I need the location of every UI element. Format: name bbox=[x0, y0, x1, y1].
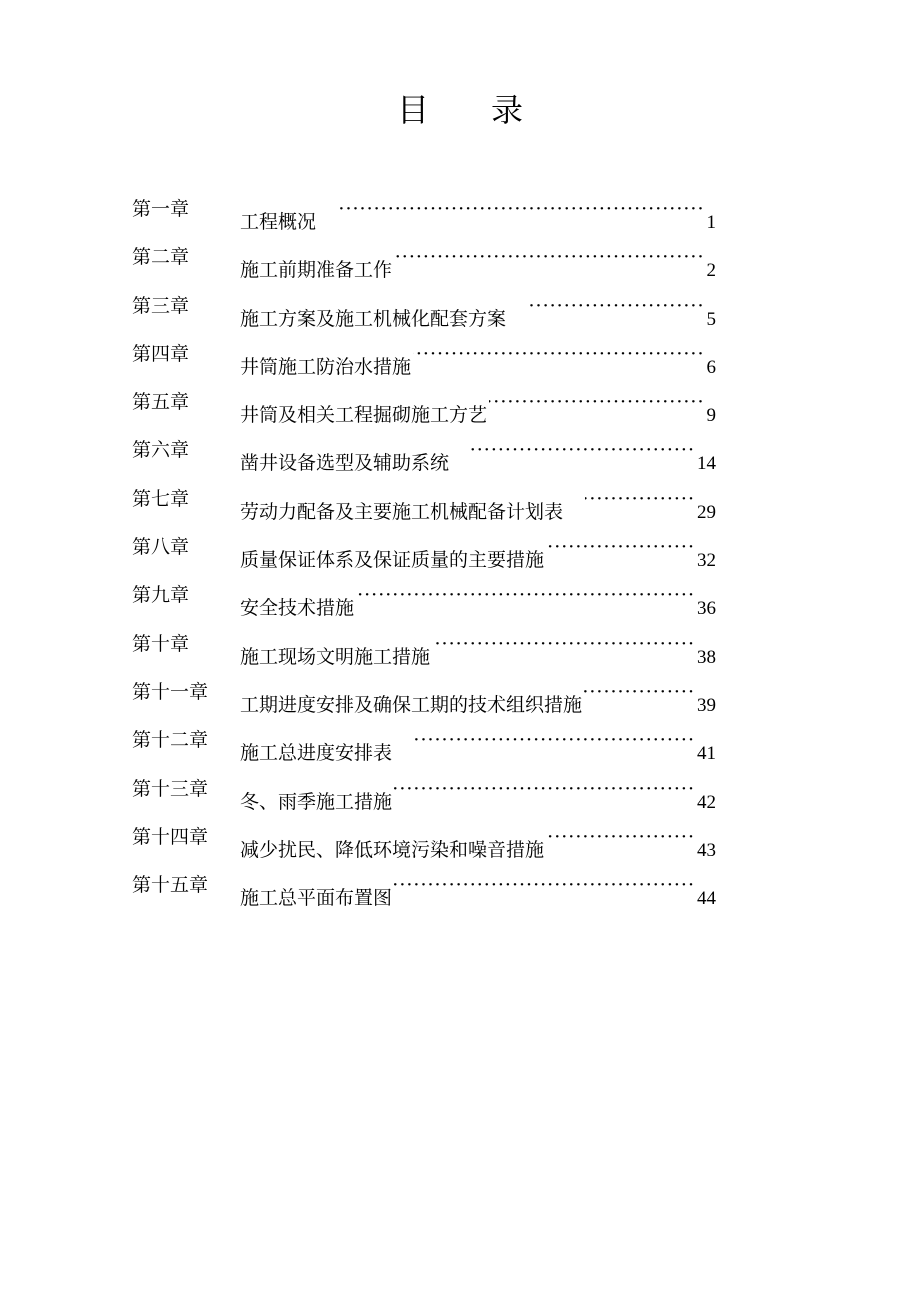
toc-page-number: 39 bbox=[697, 694, 716, 716]
toc-chapter-label: 第八章 bbox=[132, 536, 190, 559]
toc-chapter-label: 第五章 bbox=[132, 391, 190, 414]
toc-row[interactable] bbox=[132, 818, 716, 866]
toc-dot-leader bbox=[471, 431, 695, 469]
toc-row[interactable] bbox=[132, 528, 716, 576]
title-char-2: 录 bbox=[491, 91, 524, 129]
toc-entry-title: 减少扰民、降低环境污染和噪音措施 bbox=[240, 838, 545, 861]
toc-dot-leader bbox=[356, 576, 695, 614]
toc-chapter-label: 第十四章 bbox=[132, 825, 209, 848]
toc-row[interactable] bbox=[132, 190, 716, 238]
toc-page-number: 6 bbox=[706, 356, 716, 378]
toc-entry-title: 井筒施工防治水措施 bbox=[240, 355, 412, 378]
toc-dot-leader bbox=[394, 238, 704, 276]
toc-chapter-label: 第十五章 bbox=[132, 874, 209, 897]
toc-page-number: 38 bbox=[697, 646, 716, 668]
toc-entry-title: 凿井设备选型及辅助系统 bbox=[240, 452, 450, 475]
toc-entry-title: 施工总进度安排表 bbox=[240, 742, 393, 765]
toc-chapter-label: 第十三章 bbox=[132, 777, 209, 800]
toc-dot-leader bbox=[528, 287, 704, 325]
toc-row[interactable] bbox=[132, 576, 716, 624]
toc-chapter-label: 第一章 bbox=[132, 198, 190, 220]
toc-page-number: 2 bbox=[706, 260, 716, 282]
toc-entry-title: 安全技术措施 bbox=[240, 597, 355, 620]
toc-dot-leader bbox=[585, 480, 695, 518]
toc-dot-leader bbox=[394, 770, 695, 808]
toc-chapter-label: 第七章 bbox=[132, 487, 190, 510]
toc-row[interactable] bbox=[132, 238, 716, 286]
toc-page-number: 1 bbox=[706, 212, 716, 233]
toc-page-number: 29 bbox=[697, 501, 716, 523]
toc-row[interactable] bbox=[132, 770, 716, 818]
toc-row[interactable] bbox=[132, 866, 716, 914]
toc-row[interactable] bbox=[132, 383, 716, 431]
toc-dot-leader bbox=[394, 866, 695, 904]
toc-chapter-label: 第六章 bbox=[132, 439, 190, 462]
toc-chapter-label: 第二章 bbox=[132, 246, 190, 269]
toc-dot-leader bbox=[432, 625, 695, 663]
table-of-contents bbox=[132, 190, 716, 914]
toc-dot-leader bbox=[489, 383, 704, 421]
toc-chapter-label: 第十一章 bbox=[132, 680, 209, 703]
toc-page-number: 36 bbox=[697, 598, 716, 620]
toc-chapter-label: 第十二章 bbox=[132, 729, 209, 752]
toc-entry-title: 施工前期准备工作 bbox=[240, 259, 393, 282]
toc-entry-title: 劳动力配备及主要施工机械配备计划表 bbox=[240, 500, 564, 523]
title-char-1: 目 bbox=[396, 91, 429, 129]
toc-dot-leader bbox=[546, 528, 695, 566]
toc-dot-leader bbox=[584, 673, 695, 711]
toc-page-number: 41 bbox=[697, 743, 716, 765]
toc-row[interactable] bbox=[132, 335, 716, 383]
toc-entry-title: 工期进度安排及确保工期的技术组织措施 bbox=[240, 693, 583, 716]
toc-dot-leader bbox=[338, 190, 704, 228]
page-title bbox=[0, 88, 920, 132]
toc-row[interactable] bbox=[132, 287, 716, 335]
toc-page-number: 42 bbox=[697, 791, 716, 813]
toc-chapter-label: 第三章 bbox=[132, 294, 190, 317]
toc-entry-title: 施工总平面布置图 bbox=[240, 887, 393, 910]
toc-row[interactable] bbox=[132, 673, 716, 721]
toc-dot-leader bbox=[414, 721, 695, 759]
toc-row[interactable] bbox=[132, 480, 716, 528]
toc-page-number: 43 bbox=[697, 839, 716, 861]
toc-entry-title: 井筒及相关工程掘砌施工方艺 bbox=[240, 404, 488, 427]
toc-entry-title: 施工现场文明施工措施 bbox=[240, 645, 431, 668]
toc-page-number: 32 bbox=[697, 550, 716, 572]
toc-page-number: 14 bbox=[697, 453, 716, 475]
toc-entry-title: 质量保证体系及保证质量的主要措施 bbox=[240, 549, 545, 572]
toc-dot-leader bbox=[413, 335, 704, 373]
toc-entry-title: 施工方案及施工机械化配套方案 bbox=[240, 307, 507, 330]
toc-chapter-label: 第十章 bbox=[132, 632, 190, 655]
toc-dot-leader bbox=[546, 818, 695, 856]
toc-row[interactable] bbox=[132, 625, 716, 673]
toc-entry-title: 冬、雨季施工措施 bbox=[240, 790, 393, 813]
toc-page-number: 9 bbox=[706, 405, 716, 427]
toc-page-number: 44 bbox=[697, 888, 716, 910]
toc-page-number: 5 bbox=[706, 308, 716, 330]
toc-chapter-label: 第九章 bbox=[132, 584, 190, 607]
toc-row[interactable] bbox=[132, 431, 716, 479]
toc-row[interactable] bbox=[132, 721, 716, 769]
toc-chapter-label: 第四章 bbox=[132, 342, 190, 365]
toc-entry-title: 工程概况 bbox=[240, 211, 317, 233]
